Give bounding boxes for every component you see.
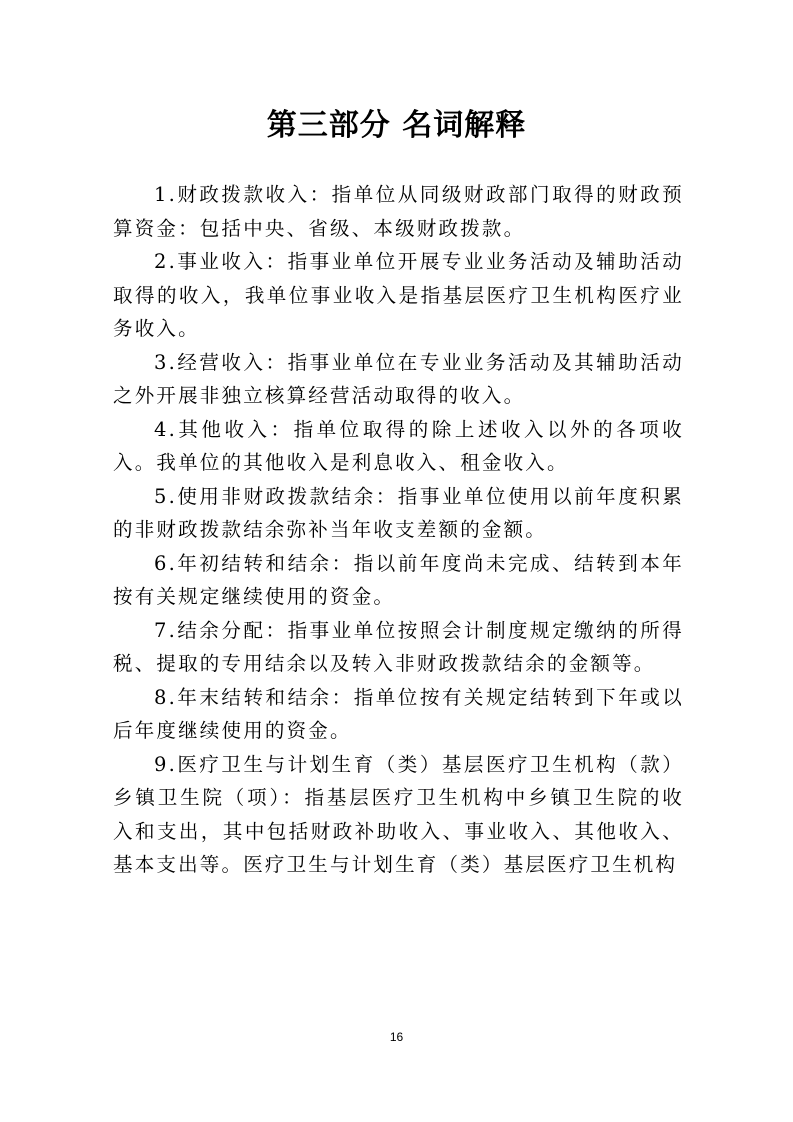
paragraph-6: 6.年初结转和结余：指以前年度尚未完成、结转到本年按有关规定继续使用的资金。: [113, 551, 684, 608]
document-body: [113, 178, 684, 882]
paragraph-3: 3.经营收入：指事业单位在专业业务活动及其辅助活动之外开展非独立核算经营活动取得的收入。: [113, 350, 684, 407]
page-number: 16: [389, 1030, 404, 1044]
paragraph-2: 2.事业收入：指事业单位开展专业业务活动及辅助活动取得的收入，我单位事业收入是指基层医疗卫生机构医疗业务收入。: [113, 250, 684, 340]
paragraph-1: 1.财政拨款收入：指单位从同级财政部门取得的财政预算资金：包括中央、省级、本级财政拨款。: [113, 183, 684, 240]
paragraph-9: 9.医疗卫生与计划生育（类）基层医疗卫生机构（款）乡镇卫生院（项）：指基层医疗卫生机构中乡镇卫生院的收入和支出，其中包括财政补助收入、事业收入、其他收入、基本支出等。医疗卫生与计划生育（类）基层医疗卫生机构: [113, 752, 684, 876]
paragraph-8: 8.年末结转和结余：指单位按有关规定结转到下年或以后年度继续使用的资金。: [113, 685, 684, 742]
page-title: 第三部分 名词解释: [266, 108, 527, 143]
paragraph-7: 7.结余分配：指事业单位按照会计制度规定缴纳的所得税、提取的专用结余以及转入非财政拨款结余的金额等。: [113, 618, 684, 675]
paragraph-4: 4.其他收入：指单位取得的除上述收入以外的各项收入。我单位的其他收入是利息收入、租金收入。: [113, 417, 684, 474]
paragraph-5: 5.使用非财政拨款结余：指事业单位使用以前年度积累的非财政拨款结余弥补当年收支差额的金额。: [113, 484, 684, 541]
